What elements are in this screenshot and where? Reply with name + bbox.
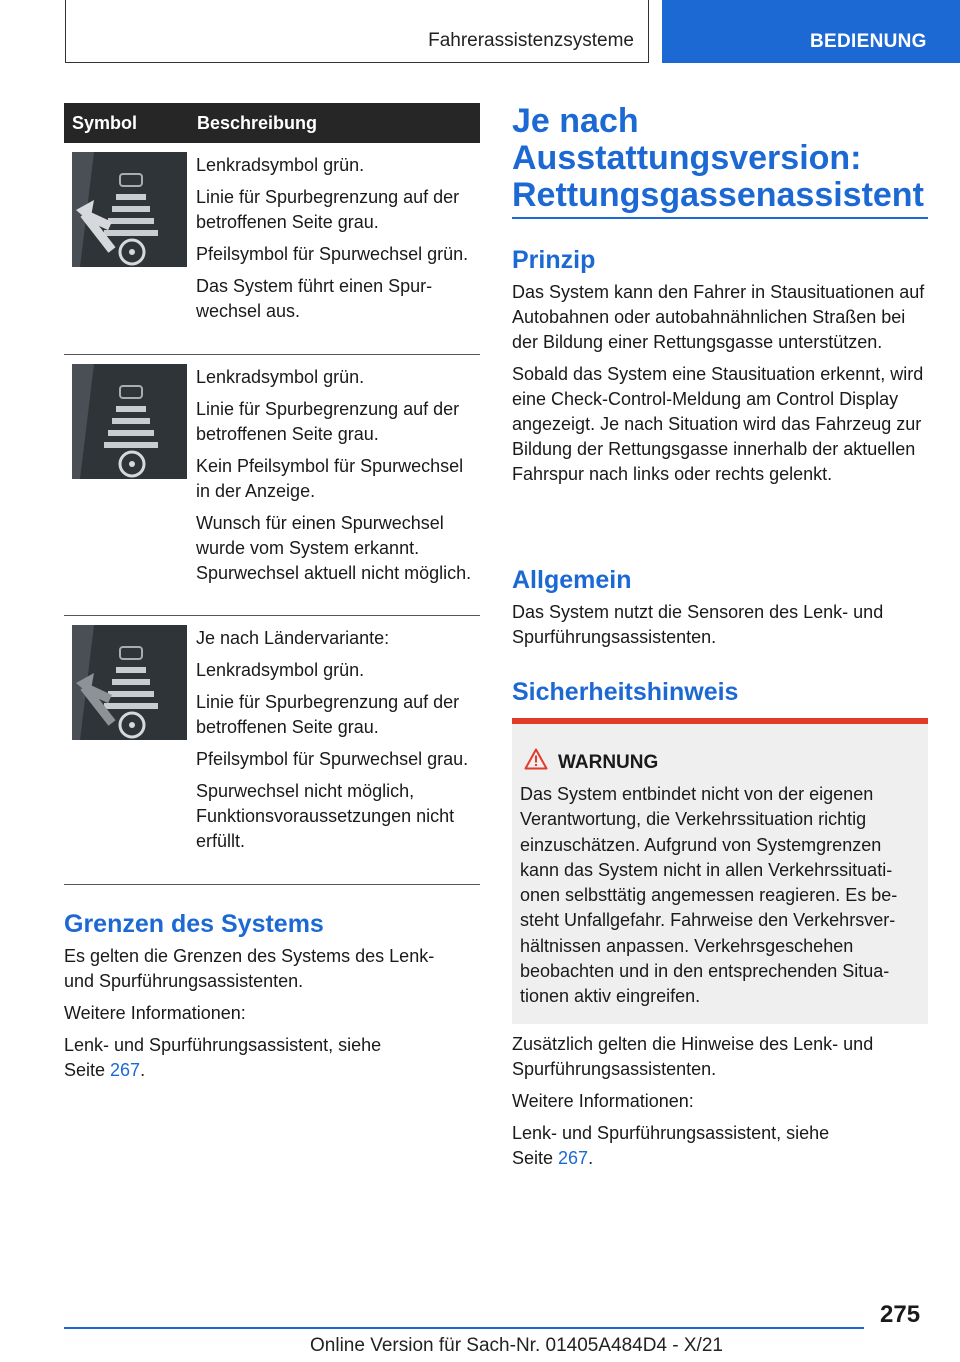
page-link-267[interactable]: 267 bbox=[558, 1148, 589, 1168]
row1-line4: Das System führt einen Spurwechsel aus. bbox=[196, 276, 433, 321]
after-p2: Weitere Informationen: bbox=[512, 1091, 694, 1111]
after-p3: Lenk- und Spurführungsassistent, siehe bbox=[512, 1123, 830, 1143]
main-heading: Je nach Ausstattungsversion: Rettungsgassenassistent bbox=[512, 102, 924, 214]
row2-line3: Kein Pfeilsymbol für Spurwechsel in der Anzeige. bbox=[196, 456, 464, 501]
after-p3-ref: Seite 267. bbox=[512, 1148, 594, 1168]
limits-p2: Weitere Informationen: bbox=[64, 1003, 246, 1023]
row3-line5: Spurwechsel nicht möglich, Funktionsvoraussetzungen nicht erfüllt. bbox=[196, 781, 455, 851]
row3-line3: Linie für Spurbegrenzung auf der betroffenen Seite grau. bbox=[196, 692, 460, 737]
after-warning-section bbox=[512, 1032, 928, 1178]
symbol-table bbox=[64, 103, 480, 885]
header-badge-label: BEDIENUNG bbox=[810, 31, 927, 52]
heading-rule bbox=[512, 217, 928, 219]
principle-title: Prinzip bbox=[512, 246, 596, 274]
page-link-267[interactable]: 267 bbox=[110, 1060, 141, 1080]
lane-change-active-icon bbox=[72, 152, 187, 267]
table-row bbox=[64, 143, 480, 355]
table-row bbox=[64, 355, 480, 616]
row2-line1: Lenkradsymbol grün. bbox=[196, 367, 365, 387]
principle-section bbox=[512, 244, 928, 494]
principle-p1: Das System kann den Fahrer in Stausituationen auf Autobahnen oder autobahnähnlichen Straßen bei der Bildung einer Rettungsgasse unterstützen. bbox=[512, 282, 925, 352]
principle-p2: Sobald das System eine Stausituation erkennt, wird eine Check-Control-Meldung am Control Display angezeigt. Je nach Situation wird das Fahrzeug zur Bildung der Rettungsgasse innerhalb der aktuellen Fahrspur nach links oder rechts gelenkt. bbox=[512, 364, 924, 484]
limits-p3: Lenk- und Spurführungsassistent, siehe bbox=[64, 1035, 382, 1055]
table-header-symbol: Symbol bbox=[72, 113, 138, 133]
row2-line2: Linie für Spurbegrenzung auf der betroffenen Seite grau. bbox=[196, 399, 460, 444]
row3-line2: Lenkradsymbol grün. bbox=[196, 660, 365, 680]
row2-line4: Wunsch für einen Spurwechsel wurde vom System erkannt. Spurwechsel aktuell nicht möglich. bbox=[196, 513, 472, 583]
general-p1: Das System nutzt die Sensoren des Lenk- und Spurführungsassistenten. bbox=[512, 602, 884, 647]
header-section-box bbox=[65, 0, 649, 63]
footer-rule bbox=[64, 1327, 864, 1329]
warning-triangle-icon bbox=[524, 748, 548, 775]
footer-online-version: Online Version für Sach-Nr. 01405A484D4 - X/21 bbox=[310, 1335, 723, 1356]
row3-line1: Je nach Ländervariante: bbox=[196, 628, 390, 648]
page-number: 275 bbox=[880, 1301, 921, 1328]
limits-title: Grenzen des Systems bbox=[64, 910, 324, 938]
warning-title: WARNUNG bbox=[558, 752, 659, 773]
warning-box bbox=[512, 718, 928, 1024]
table-header bbox=[64, 103, 480, 143]
table-header-description: Beschreibung bbox=[197, 113, 318, 133]
row1-line1: Lenkradsymbol grün. bbox=[196, 155, 365, 175]
limits-p3-ref: Seite 267. bbox=[64, 1060, 146, 1080]
safety-title: Sicherheitshinweis bbox=[512, 678, 739, 706]
header-badge bbox=[662, 0, 960, 63]
general-section bbox=[512, 564, 928, 657]
header-section-title: Fahrerassistenzsysteme bbox=[428, 30, 634, 51]
lane-change-requested-icon bbox=[72, 364, 187, 479]
after-p1: Zusätzlich gelten die Hinweise des Lenk- und Spurführungsassistenten. bbox=[512, 1034, 874, 1079]
general-title: Allgemein bbox=[512, 566, 632, 594]
limits-p1: Es gelten die Grenzen des Systems des Lenk- und Spurführungsassistenten. bbox=[64, 946, 435, 991]
limits-section bbox=[64, 908, 464, 1090]
safety-section bbox=[512, 676, 928, 708]
table-row bbox=[64, 616, 480, 885]
row1-line3: Pfeilsymbol für Spurwechsel grün. bbox=[196, 244, 469, 264]
lane-change-unavailable-icon bbox=[72, 625, 187, 740]
row1-line2: Linie für Spurbegrenzung auf der betroffenen Seite grau. bbox=[196, 187, 460, 232]
warning-text: Das System entbindet nicht von der eigenen Verantwortung, die Verkehrssituation richtig einzuschätzen. Aufgrund von Systemgrenzen kann das System nicht in allen Verkehrssituationen selbsttätig angemessen reagieren. Es besteht Unfallgefahr. Fahrweise den Verkehrsverhältnissen anpassen. Verkehrsgeschehen beobachten und in den entsprechenden Situationen aktiv eingreifen. bbox=[520, 784, 898, 1007]
row3-line4: Pfeilsymbol für Spurwechsel grau. bbox=[196, 749, 469, 769]
